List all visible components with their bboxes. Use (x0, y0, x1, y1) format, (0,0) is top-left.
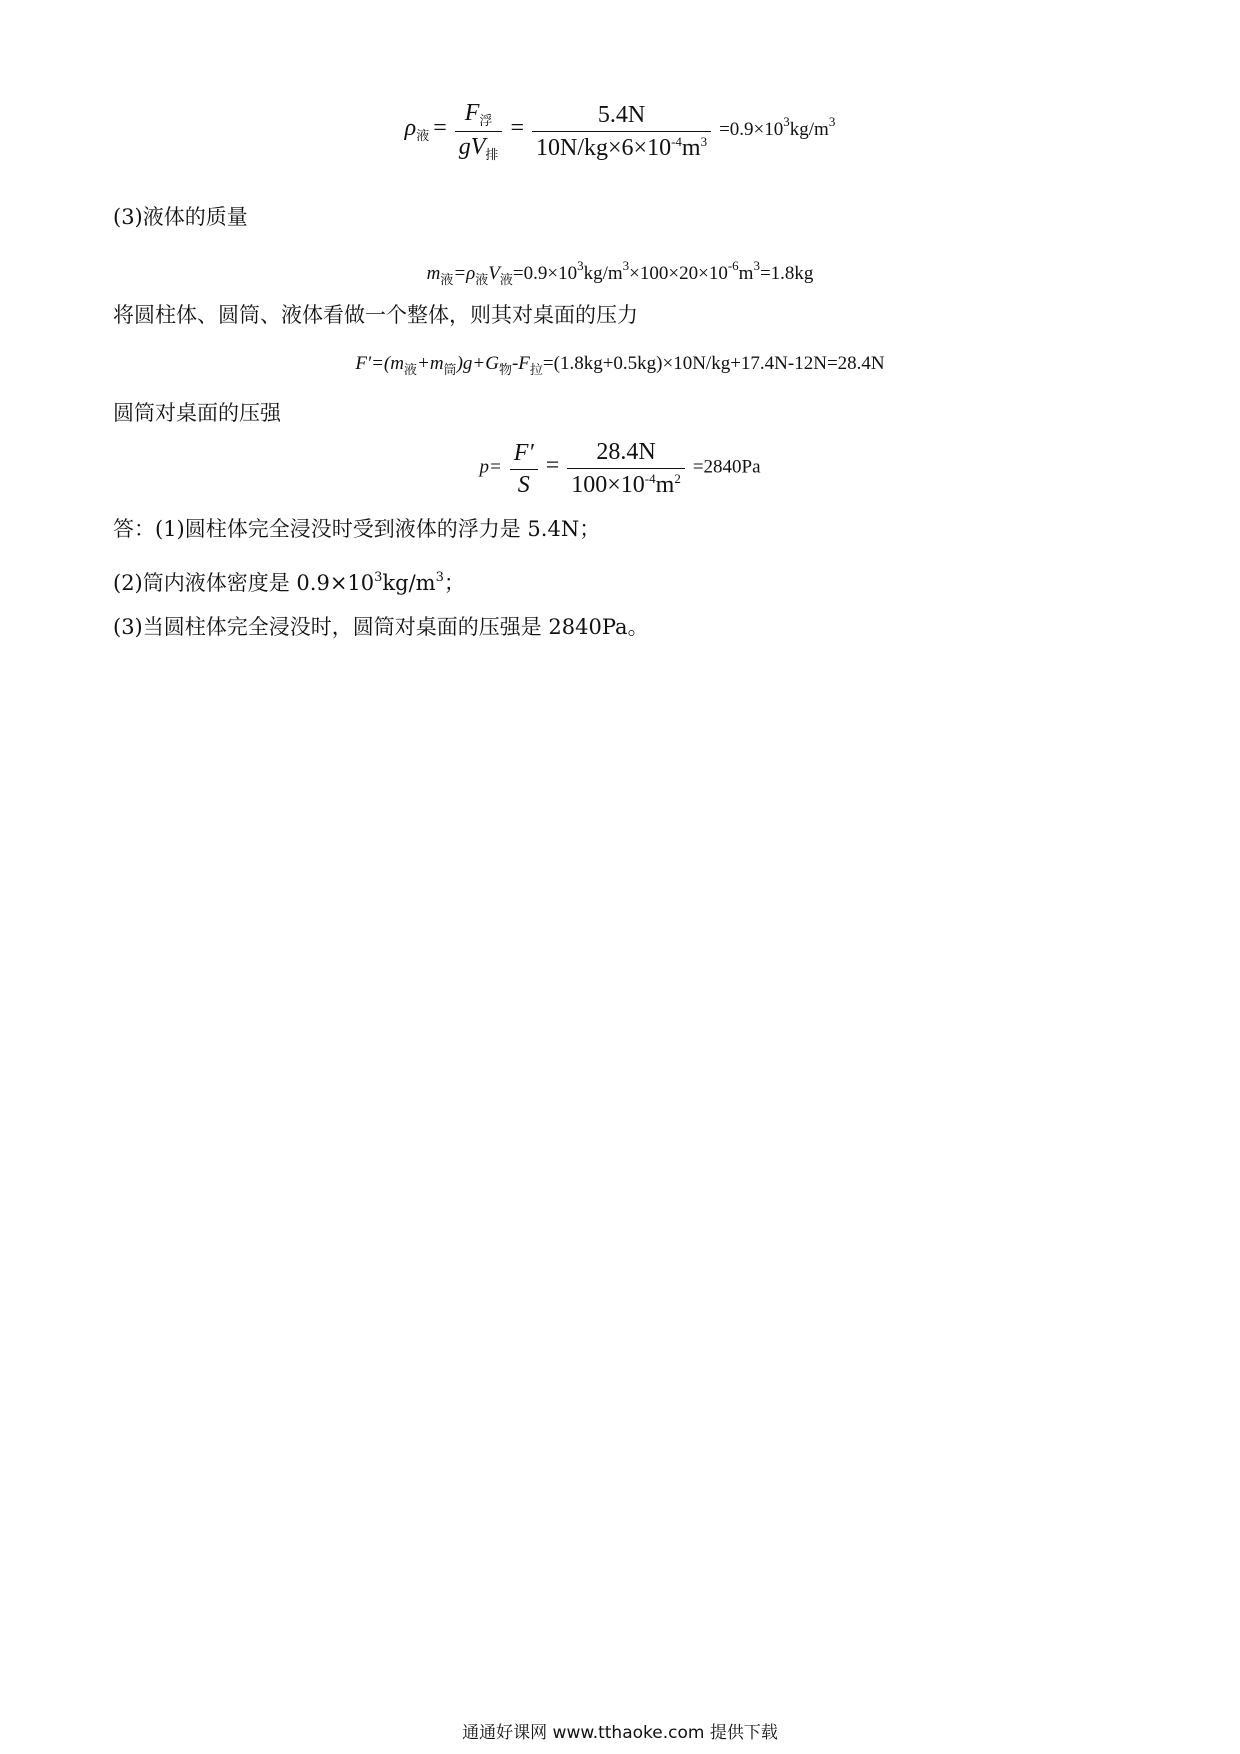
step3-heading: (3)液体的质量 (113, 205, 248, 229)
rho-symbol: ρ (404, 115, 417, 142)
force-equation: $F'=(m_液+m_筒)g+G_物-F_拉=(1.8kg+0.5kg)\times 10N/kg+17.4N-12N=28.4N$ (355, 353, 885, 378)
density-equation: $\rho_液$ = $\frac{F_浮}{gV_排}$ = $\frac{5.4N}{10N/kg\times 6\times 10^{-4}m^3}$ $=0.9\times 10^3kg/m^3$ (404, 100, 836, 163)
fraction-buoyancy-over-gv: $\frac{F_浮}{gV_排}$ (455, 100, 503, 163)
pressure-equation: p= $\frac{F'}{S}$ = $\frac{28.4N}{100\times 10^{-4}m^2}$ =2840Pa (479, 439, 761, 498)
fraction-pressure-values: $\frac{28.4N}{100\times 10^{-4}m^2}$ (567, 439, 685, 499)
page-footer: 通通好课网 www.tthaoke.com 提供下载 (462, 1723, 778, 1743)
fraction-force-over-area: $\frac{F'}{S}$ (510, 440, 538, 499)
answer-2: (2)筒内液体密度是 $0.9\times 10^3kg/m^3$； (113, 570, 465, 595)
fraction-values: $\frac{5.4N}{10N/kg\times 6\times 10^{-4}m^3}$ (532, 102, 711, 162)
answer-3: (3)当圆柱体完全浸没时，圆筒对桌面的压强是 2840Pa。 (113, 615, 649, 639)
answer-1: 答：(1)圆柱体完全浸没时受到液体的浮力是 5.4N； (113, 517, 601, 541)
pressure-paragraph: 圆筒对桌面的压强 (113, 401, 281, 425)
whole-system-paragraph: 将圆柱体、圆筒、液体看做一个整体，则其对桌面的压力 (113, 303, 638, 327)
mass-equation: $m_液=\rho_液V_液=0.9\times 10^3kg/m^3\times 100\times 20\times 10^{-6}m^3=1.8kg$ (426, 258, 814, 288)
